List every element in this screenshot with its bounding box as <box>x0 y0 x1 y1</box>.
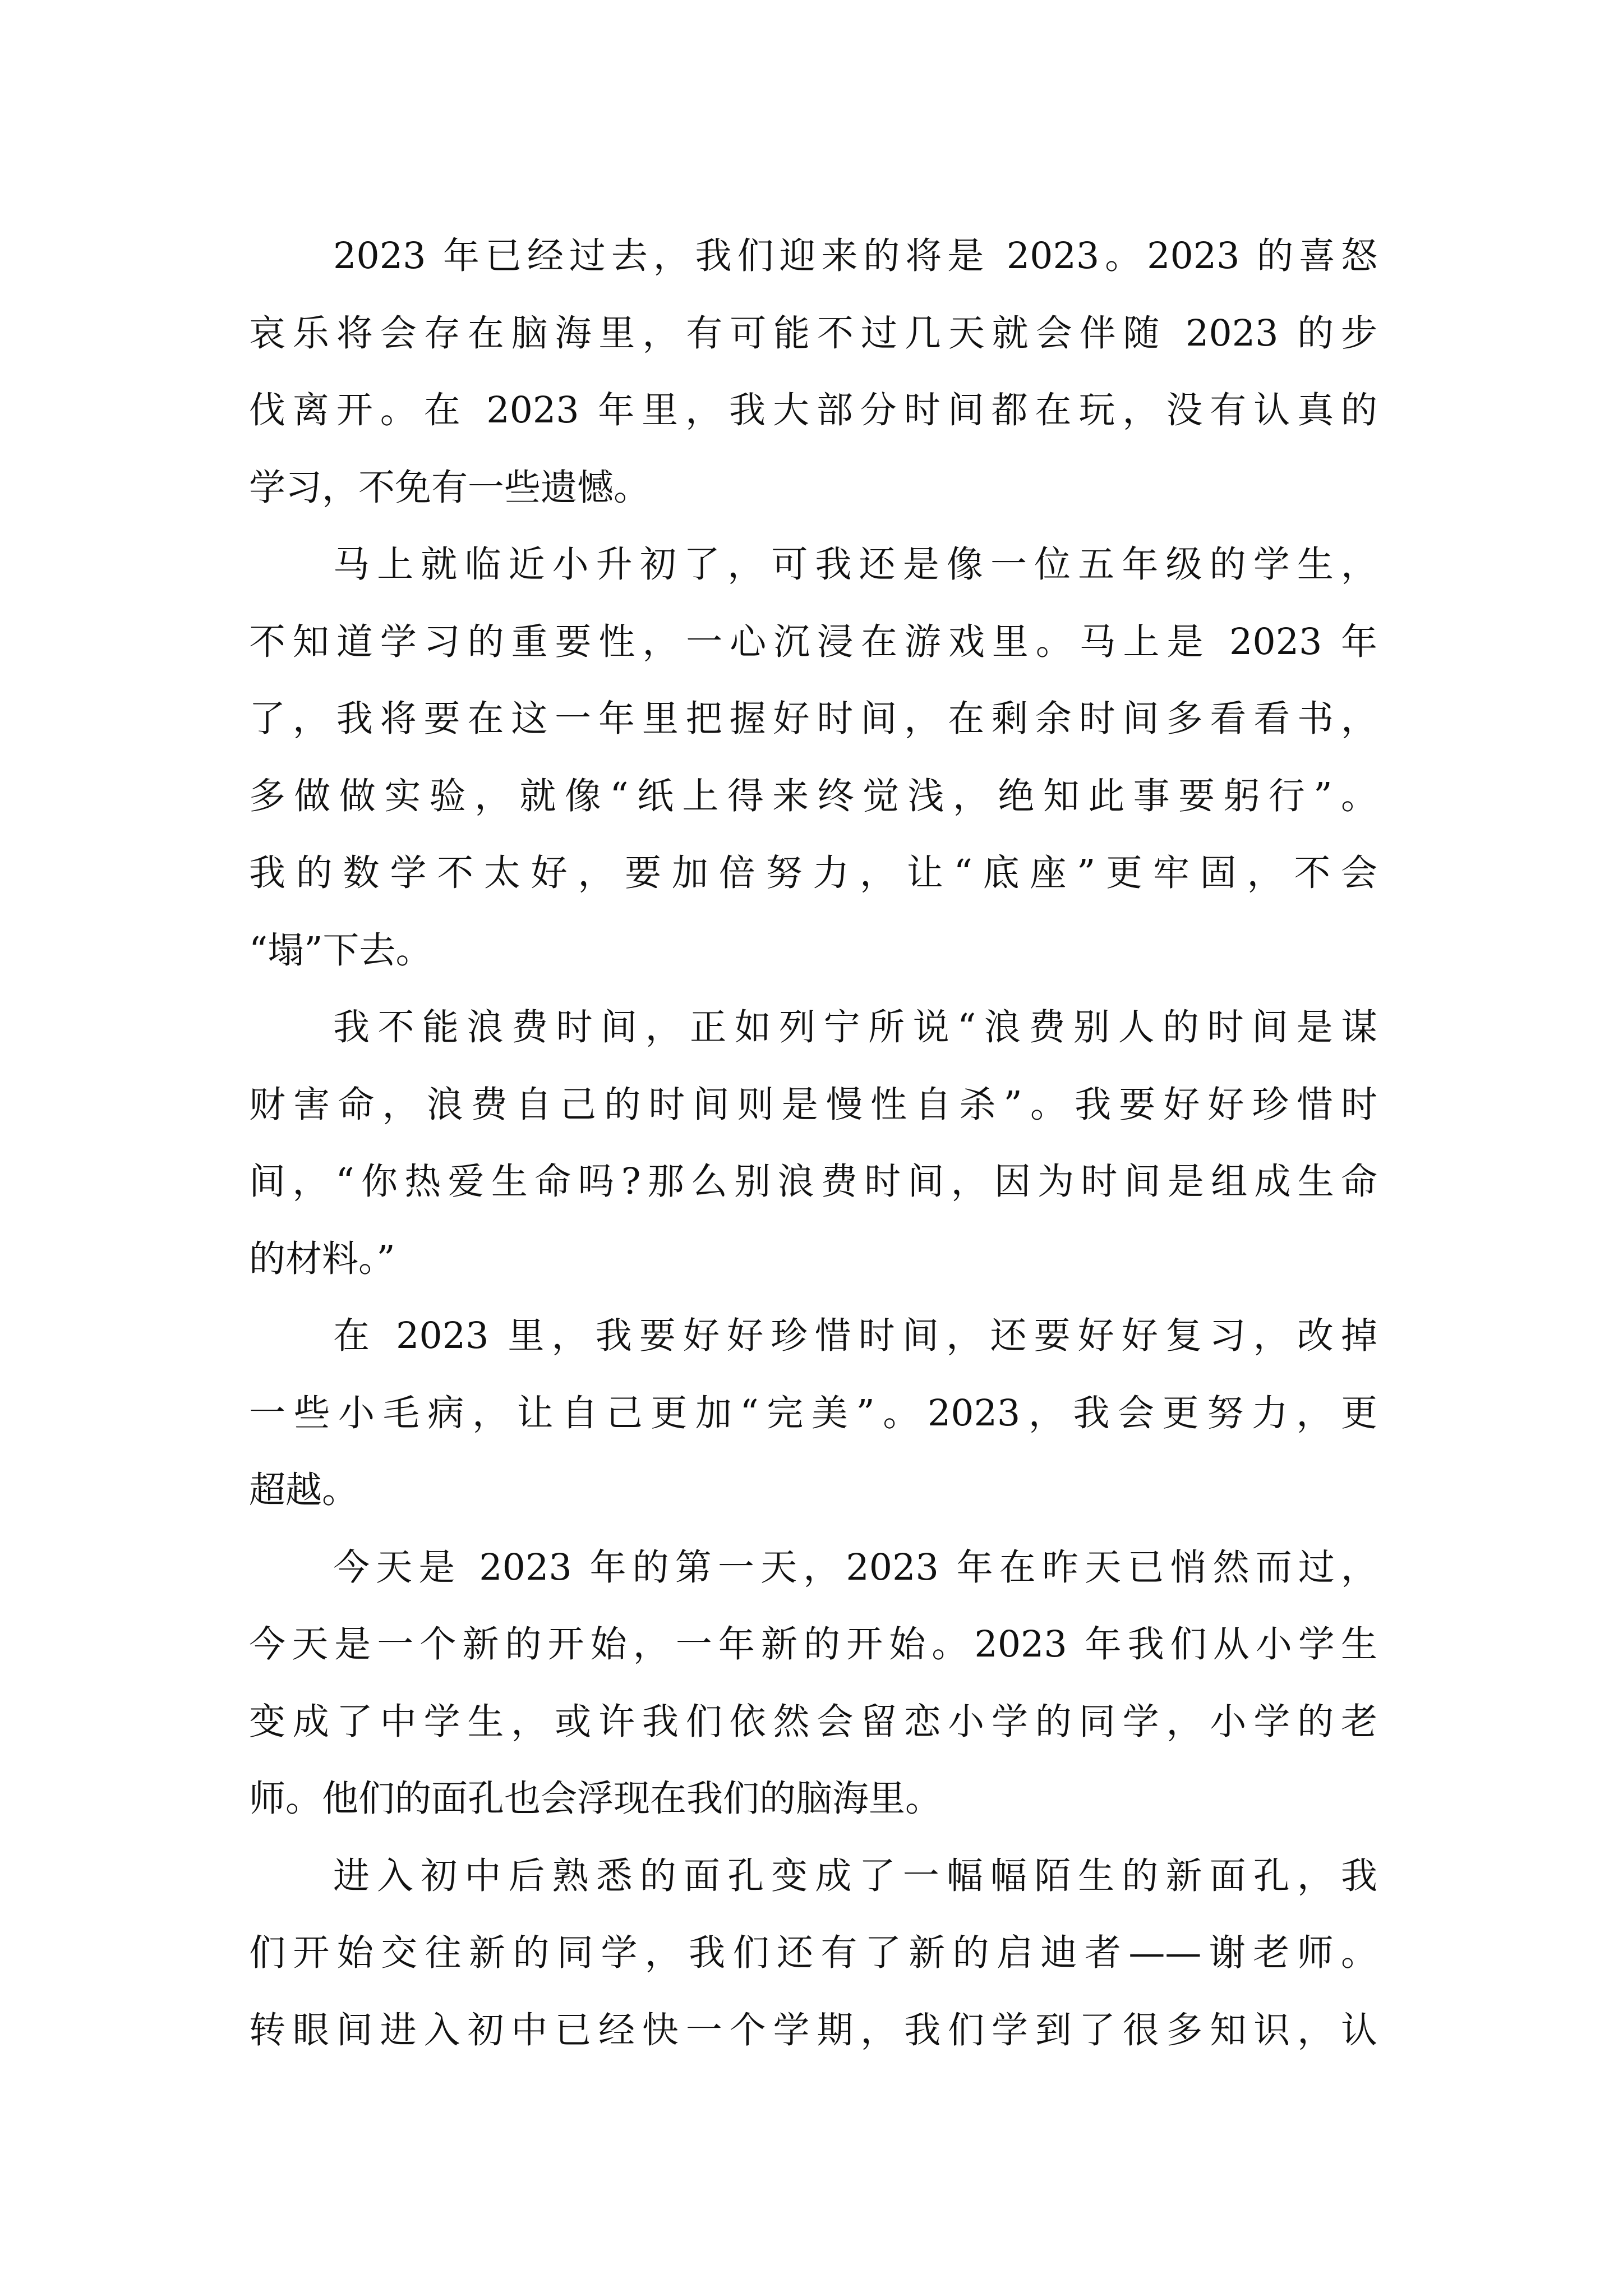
paragraph-6 <box>249 1838 1377 2069</box>
text-line: 2023 年已经过去，我们迎来的将是 2023。2023 的喜怒 <box>333 235 1377 277</box>
text-line: 在 2023 里，我要好好珍惜时间，还要好好复习，改掉 <box>333 1315 1377 1357</box>
paragraph-1 <box>249 218 1377 526</box>
text-line: 哀乐将会存在脑海里，有可能不过几天就会伴随 2023 的步 <box>249 312 1377 355</box>
text-line: 伐离开。在 2023 年里，我大部分时间都在玩，没有认真的 <box>249 389 1377 431</box>
text-line: 们开始交往新的同学，我们还有了新的启迪者——谢老师。 <box>249 1932 1377 1974</box>
text-line: 财害命，浪费自己的时间则是慢性自杀”。我要好好珍惜时 <box>249 1083 1377 1126</box>
text-line: 多做做实验，就像“纸上得来终觉浅，绝知此事要躬行”。 <box>249 775 1377 817</box>
paragraph-5 <box>249 1529 1377 1838</box>
text-line: 我不能浪费时间，正如列宁所说“浪费别人的时间是谋 <box>333 1006 1377 1048</box>
text-line: 的材料。” <box>249 1237 395 1280</box>
text-line: 学习，不免有一些遗憾。 <box>249 466 651 509</box>
text-line: 间，“你热爱生命吗?那么别浪费时间，因为时间是组成生命 <box>249 1161 1377 1203</box>
text-line: 进入初中后熟悉的面孔变成了一幅幅陌生的新面孔，我 <box>333 1855 1377 1897</box>
text-line: 一些小毛病，让自己更加“完美”。2023，我会更努力，更 <box>249 1392 1377 1434</box>
text-line: 我的数学不太好，要加倍努力，让“底座”更牢固，不会 <box>249 852 1377 894</box>
paragraph-3 <box>249 989 1377 1297</box>
text-line: “塌”下去。 <box>249 929 432 972</box>
text-line: 不知道学习的重要性，一心沉浸在游戏里。马上是 2023 年 <box>249 620 1377 663</box>
text-line: 变成了中学生，或许我们依然会留恋小学的同学，小学的老 <box>249 1700 1377 1743</box>
paragraph-2 <box>249 526 1377 989</box>
text-line: 马上就临近小升初了，可我还是像一位五年级的学生， <box>333 544 1377 586</box>
text-line: 今天是 2023 年的第一天，2023 年在昨天已悄然而过， <box>333 1546 1377 1589</box>
document-body <box>249 218 1377 2086</box>
text-line: 今天是一个新的开始，一年新的开始。2023 年我们从小学生 <box>249 1623 1377 1665</box>
text-line: 了，我将要在这一年里把握好时间，在剩余时间多看看书， <box>249 698 1377 740</box>
text-line: 超越。 <box>249 1469 359 1511</box>
paragraph-4 <box>249 1297 1377 1529</box>
text-line: 师。他们的面孔也会浮现在我们的脑海里。 <box>249 1778 942 1820</box>
text-line: 转眼间进入初中已经快一个学期，我们学到了很多知识，认 <box>249 2009 1377 2051</box>
